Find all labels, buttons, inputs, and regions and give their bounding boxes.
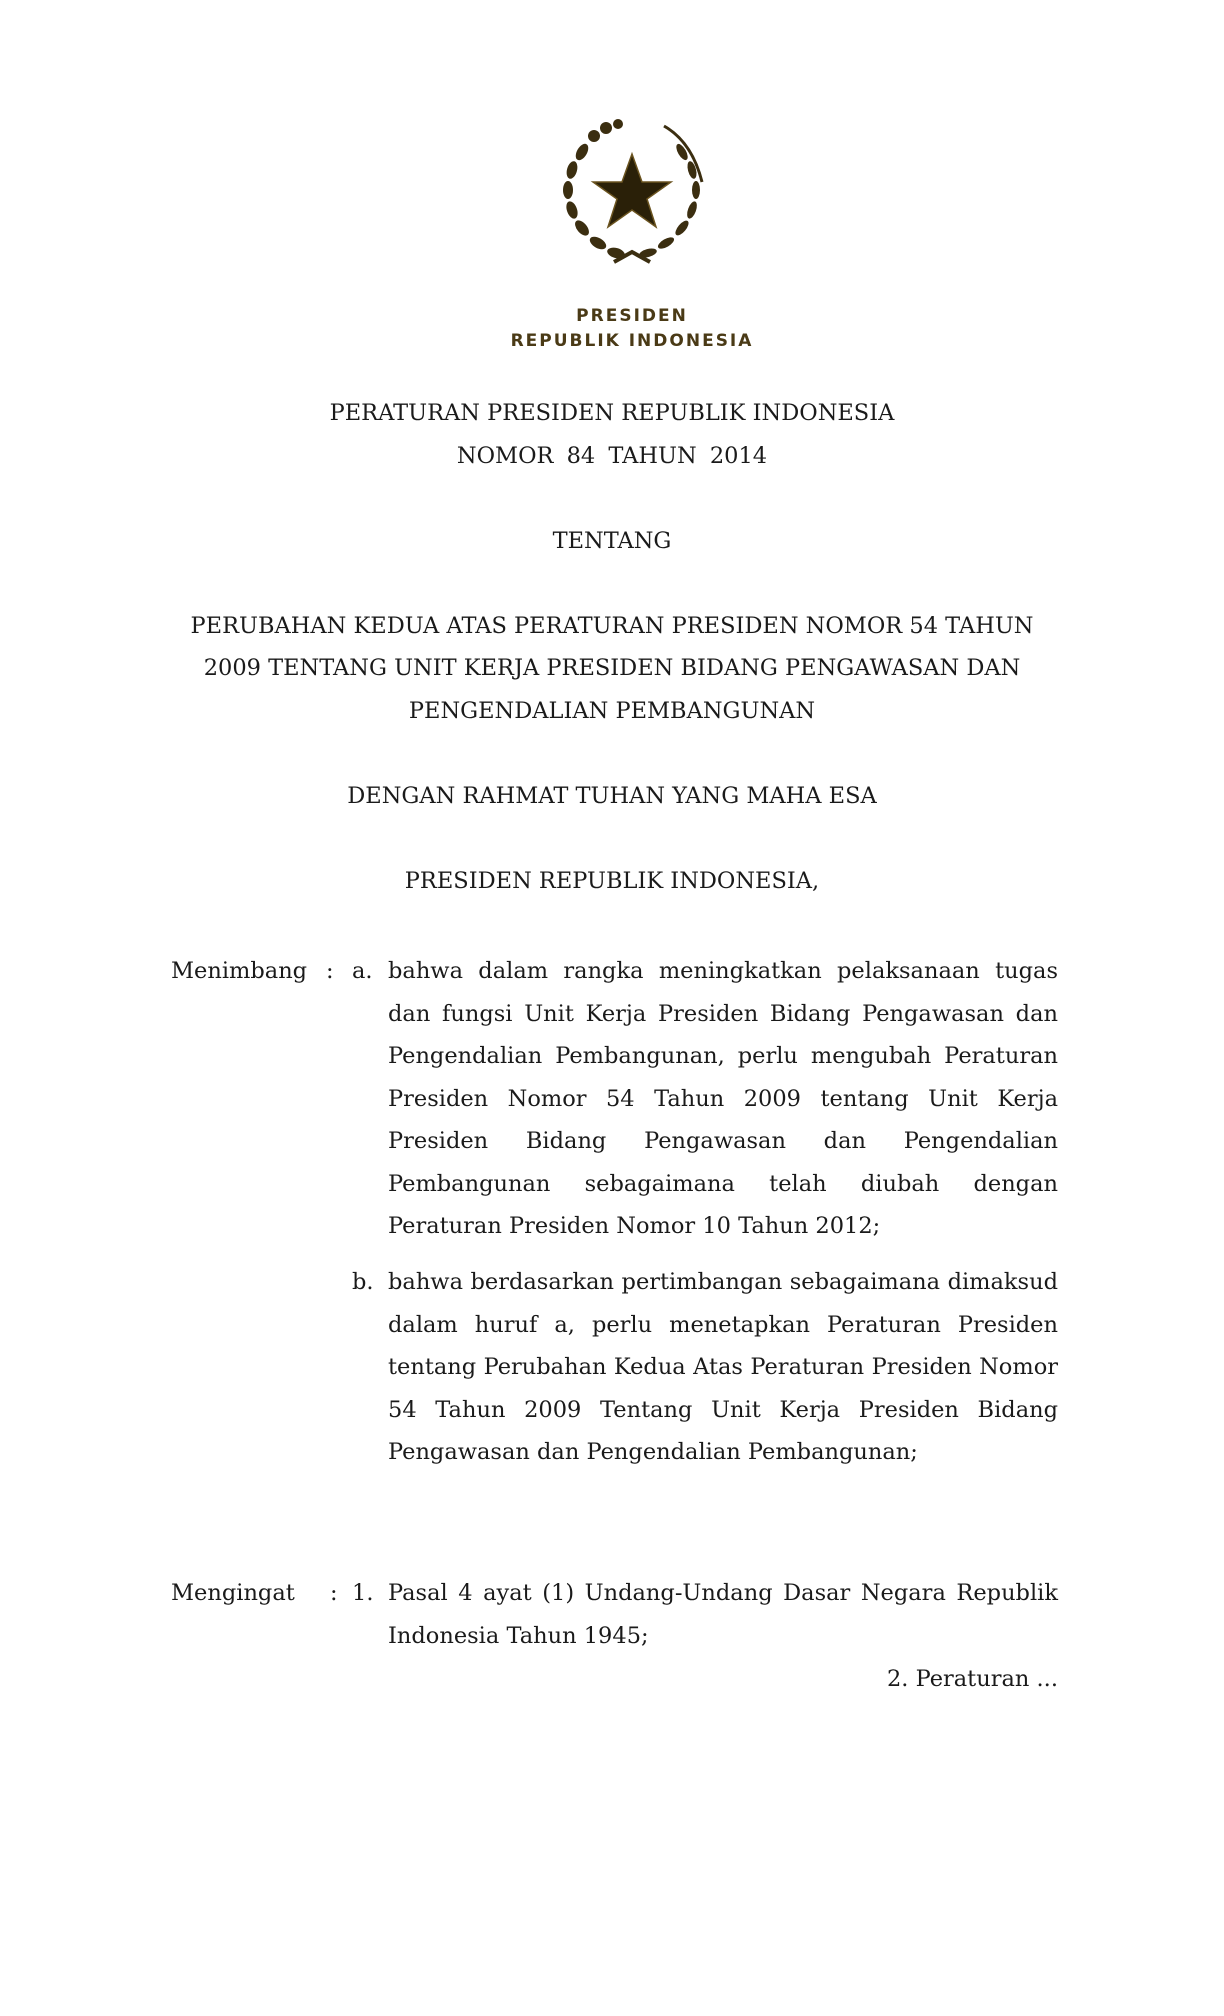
issuer-line: PRESIDEN REPUBLIK INDONESIA, [404,868,820,894]
menimbang-label: Menimbang [171,958,308,984]
subject-line-1: PERUBAHAN KEDUA ATAS PERATURAN PRESIDEN NOMOR 54 TAHUN [190,613,1034,639]
mengingat-label: Mengingat [171,1580,295,1606]
menimbang-item-b-marker: b. [352,1269,374,1295]
state-emblem-icon [552,112,712,272]
emblem-caption-presiden: PRESIDEN [576,306,688,326]
menimbang-colon: : [326,958,334,984]
emblem-caption-republik: REPUBLIK INDONESIA [510,331,754,351]
regulation-title: PERATURAN PRESIDEN REPUBLIK INDONESIA [329,400,895,426]
about-heading: TENTANG [552,528,672,554]
regulation-number: NOMOR 84 TAHUN 2014 [456,443,768,469]
mengingat-item-1-marker: 1. [352,1580,374,1606]
menimbang-item-b-text: bahwa berdasarkan pertimbangan sebagaimana dimaksud dalam huruf a, perlu menetapkan Peraturan Presiden tentang Perubahan Kedua Atas Peraturan Presiden Nomor 54 Tahun 2009 Tentang Unit Kerja Presiden Bidang Pengawasan dan Pengendalian Pembangunan; [388,1269,1058,1465]
subject-line-2: 2009 TENTANG UNIT KERJA PRESIDEN BIDANG PENGAWASAN DAN [203,655,1021,681]
subject-line-3: PENGENDALIAN PEMBANGUNAN [408,698,816,724]
page-continuation: 2. Peraturan ... [886,1666,1058,1692]
menimbang-item-a-marker: a. [352,958,373,984]
blessing-line: DENGAN RAHMAT TUHAN YANG MAHA ESA [347,783,877,809]
mengingat-item-1-text: Pasal 4 ayat (1) Undang-Undang Dasar Negara Republik Indonesia Tahun 1945; [388,1580,1058,1649]
mengingat-colon: : [330,1580,338,1606]
menimbang-item-a-text: bahwa dalam rangka meningkatkan pelaksanaan tugas dan fungsi Unit Kerja Presiden Bidang Pengawasan dan Pengendalian Pembangunan, perlu mengubah Peraturan Presiden Nomor 54 Tahun 2009 tentang Unit Kerja Presiden Bidang Pengawasan dan Pengendalian Pembangunan sebagaimana telah diubah dengan Peraturan Presiden Nomor 10 Tahun 2012; [388,958,1058,1239]
